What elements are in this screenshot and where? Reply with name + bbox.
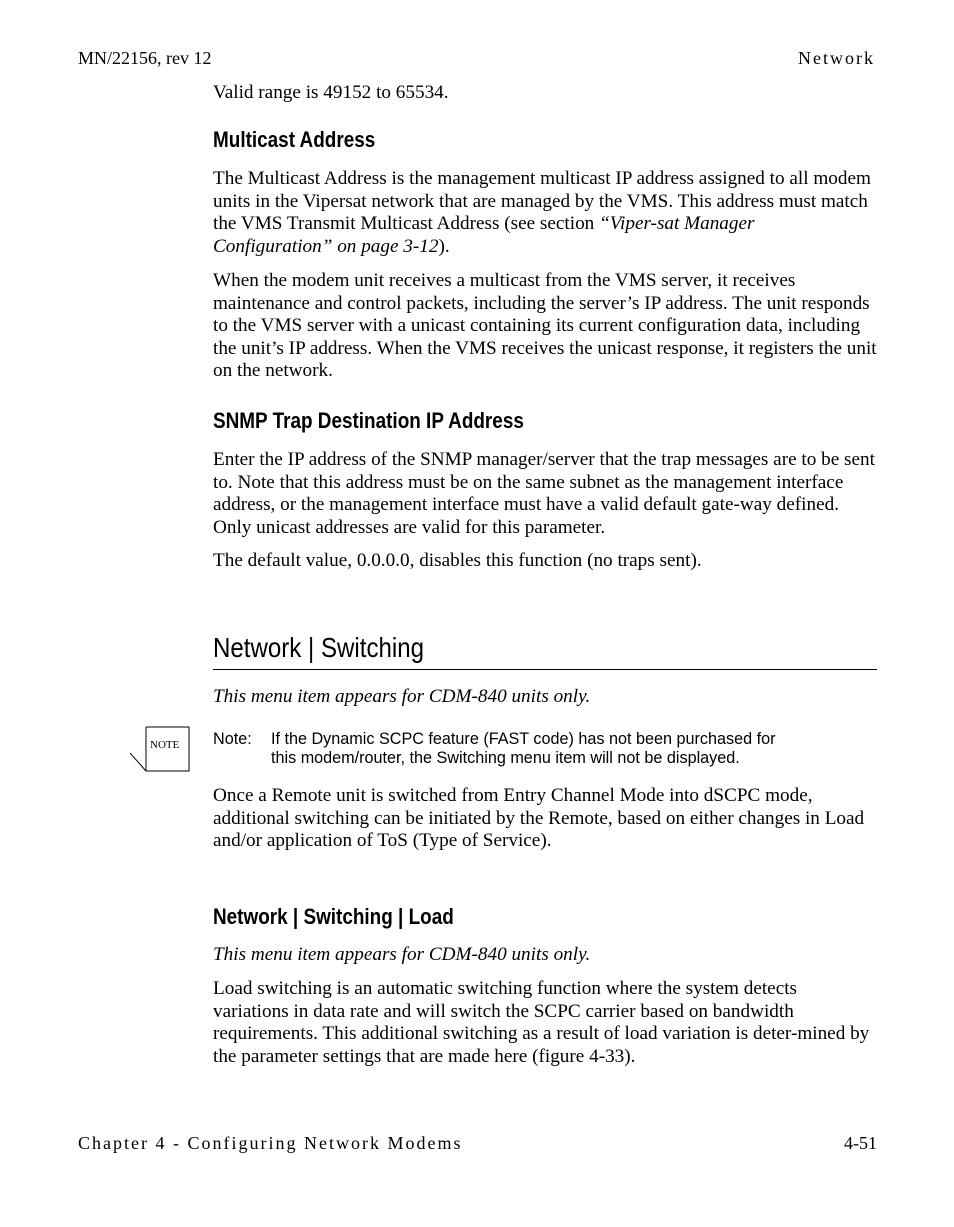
- footer-page-number: 4-51: [844, 1133, 877, 1153]
- header-section: Network: [798, 48, 875, 68]
- note-label: Note:: [213, 730, 252, 748]
- switching-heading: Network | Switching: [213, 632, 425, 663]
- load-paragraph: Load switching is an automatic switching function where the system detects variations in data rate and will switch the SCPC carrier based on bandwidth requirements. This additional switching as a result of load variation is deter-mined by the parameter settings that are made here (figure 4-33).: [213, 978, 870, 1067]
- intro-line: Valid range is 49152 to 65534.: [213, 82, 449, 103]
- note-line-1: If the Dynamic SCPC feature (FAST code) has not been purchased for: [271, 730, 776, 748]
- multicast-heading: Multicast Address: [213, 127, 376, 152]
- multicast-para1-text: The Multicast Address is the management multicast IP address assigned to all modem units in the Vipersat network that are managed by the VMS. This address must match the VMS Transmit Multicast Address (see section: [213, 168, 871, 235]
- multicast-paragraph-2: When the modem unit receives a multicast from the VMS server, it receives maintenance and control packets, including the server’s IP address. The unit responds to the VMS server with a unicast containing its current configuration data, including the unit’s IP address. When the VMS receives the unicast response, it registers the unit on the network.: [213, 270, 877, 382]
- footer-chapter: Chapter 4 - Configuring Network Modems: [78, 1133, 463, 1153]
- multicast-para1-end: ).: [438, 235, 450, 257]
- load-applies-note: This menu item appears for CDM-840 units only.: [213, 944, 591, 965]
- note-line-2: this modem/router, the Switching menu item will not be displayed.: [271, 749, 740, 767]
- snmp-paragraph-2: The default value, 0.0.0.0, disables this function (no traps sent).: [213, 550, 702, 571]
- snmp-heading: SNMP Trap Destination IP Address: [213, 408, 524, 433]
- header-doc-id: MN/22156, rev 12: [78, 48, 212, 68]
- snmp-paragraph-1: Enter the IP address of the SNMP manager/server that the trap messages are to be sent to. Note that this address must be on the same subnet as the management interface address, or the management interface must have a valid default gate-way defined. Only unicast addresses are valid for this parameter.: [213, 449, 875, 538]
- multicast-paragraph-1: [213, 168, 877, 258]
- multicast-para1-reference: “Viper-sat Manager Configuration” on page 3-12: [213, 213, 755, 257]
- switching-paragraph: Once a Remote unit is switched from Entry Channel Mode into dSCPC mode, additional switching can be initiated by the Remote, based on either changes in Load and/or application of ToS (Type of Service).: [213, 785, 865, 852]
- switching-applies-note: This menu item appears for CDM-840 units only.: [213, 686, 591, 707]
- section-divider: [213, 669, 877, 670]
- load-heading: Network | Switching | Load: [213, 904, 454, 929]
- note-icon-label: NOTE: [150, 739, 180, 751]
- note-icon: [130, 725, 190, 775]
